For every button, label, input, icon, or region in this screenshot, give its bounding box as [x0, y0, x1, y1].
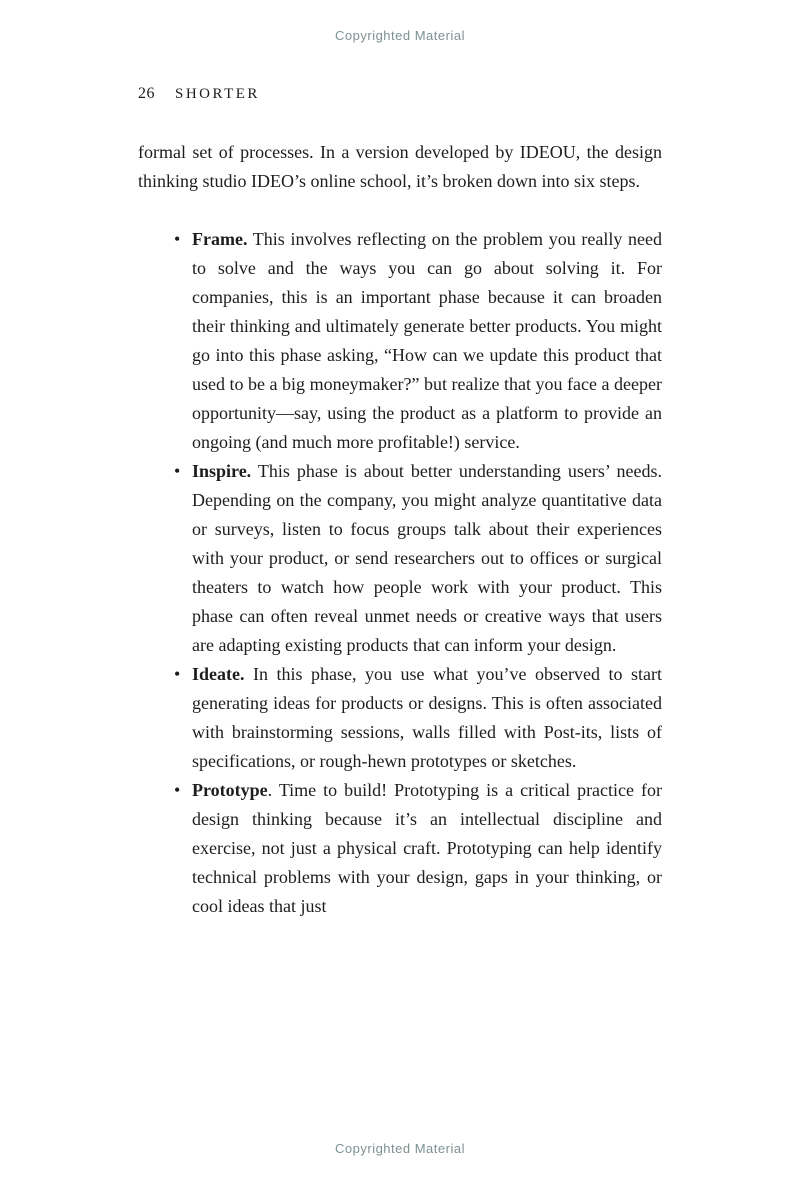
copyright-notice-bottom: Copyrighted Material	[335, 1141, 465, 1156]
bullet-marker: •	[174, 664, 181, 684]
list-item-inspire	[138, 457, 662, 660]
bullet-marker: •	[174, 461, 181, 481]
list-item-frame	[138, 225, 662, 457]
list-item-text: In this phase, you use what you’ve observed to start generating ideas for products or designs. This is often associated with brainstorming sessions, walls filled with Post-its, lists of specifications, or rough-hewn prototypes or sketches.	[192, 664, 662, 771]
list-item-text: This involves reflecting on the problem you really need to solve and the ways you can go about solving it. For companies, this is an important phase because it can broaden their thinking and ultimately generate better products. You might go into this phase asking, “How can we update this product that used to be a big moneymaker?” but realize that you face a deeper opportunity—say, using the product as a platform to provide an ongoing (and much more profitable!) service.	[192, 229, 662, 452]
copyright-notice-top: Copyrighted Material	[335, 28, 465, 43]
page-number: 26	[138, 85, 155, 102]
list-item-text: . Time to build! Prototyping is a critical practice for design thinking because it’s an intellectual discipline and exercise, not just a physical craft. Prototyping can help identify technical problems with your design, gaps in your thinking, or cool ideas that just	[192, 780, 662, 916]
list-item-prototype	[138, 776, 662, 921]
steps-list	[138, 225, 662, 921]
running-title: SHORTER	[175, 86, 260, 102]
bullet-marker: •	[174, 229, 181, 249]
intro-paragraph: formal set of processes. In a version developed by IDEOU, the design thinking studio IDEO’s online school, it’s broken down into six steps.	[138, 142, 662, 191]
list-item-ideate	[138, 660, 662, 776]
page-body	[138, 138, 662, 921]
list-item-lead: Inspire.	[192, 461, 252, 481]
list-item-lead: Ideate.	[192, 664, 245, 684]
bullet-marker: •	[174, 780, 181, 800]
list-item-lead: Prototype	[192, 780, 268, 800]
list-item-text: This phase is about better understanding users’ needs. Depending on the company, you might analyze quantitative data or surveys, listen to focus groups talk about their experiences with your product, or send researchers out to offices or surgical theaters to watch how people work with your product. This phase can often reveal unmet needs or creative ways that users are adapting existing products that can inform your design.	[192, 461, 662, 655]
running-header	[138, 85, 260, 103]
list-item-lead: Frame.	[192, 229, 248, 249]
